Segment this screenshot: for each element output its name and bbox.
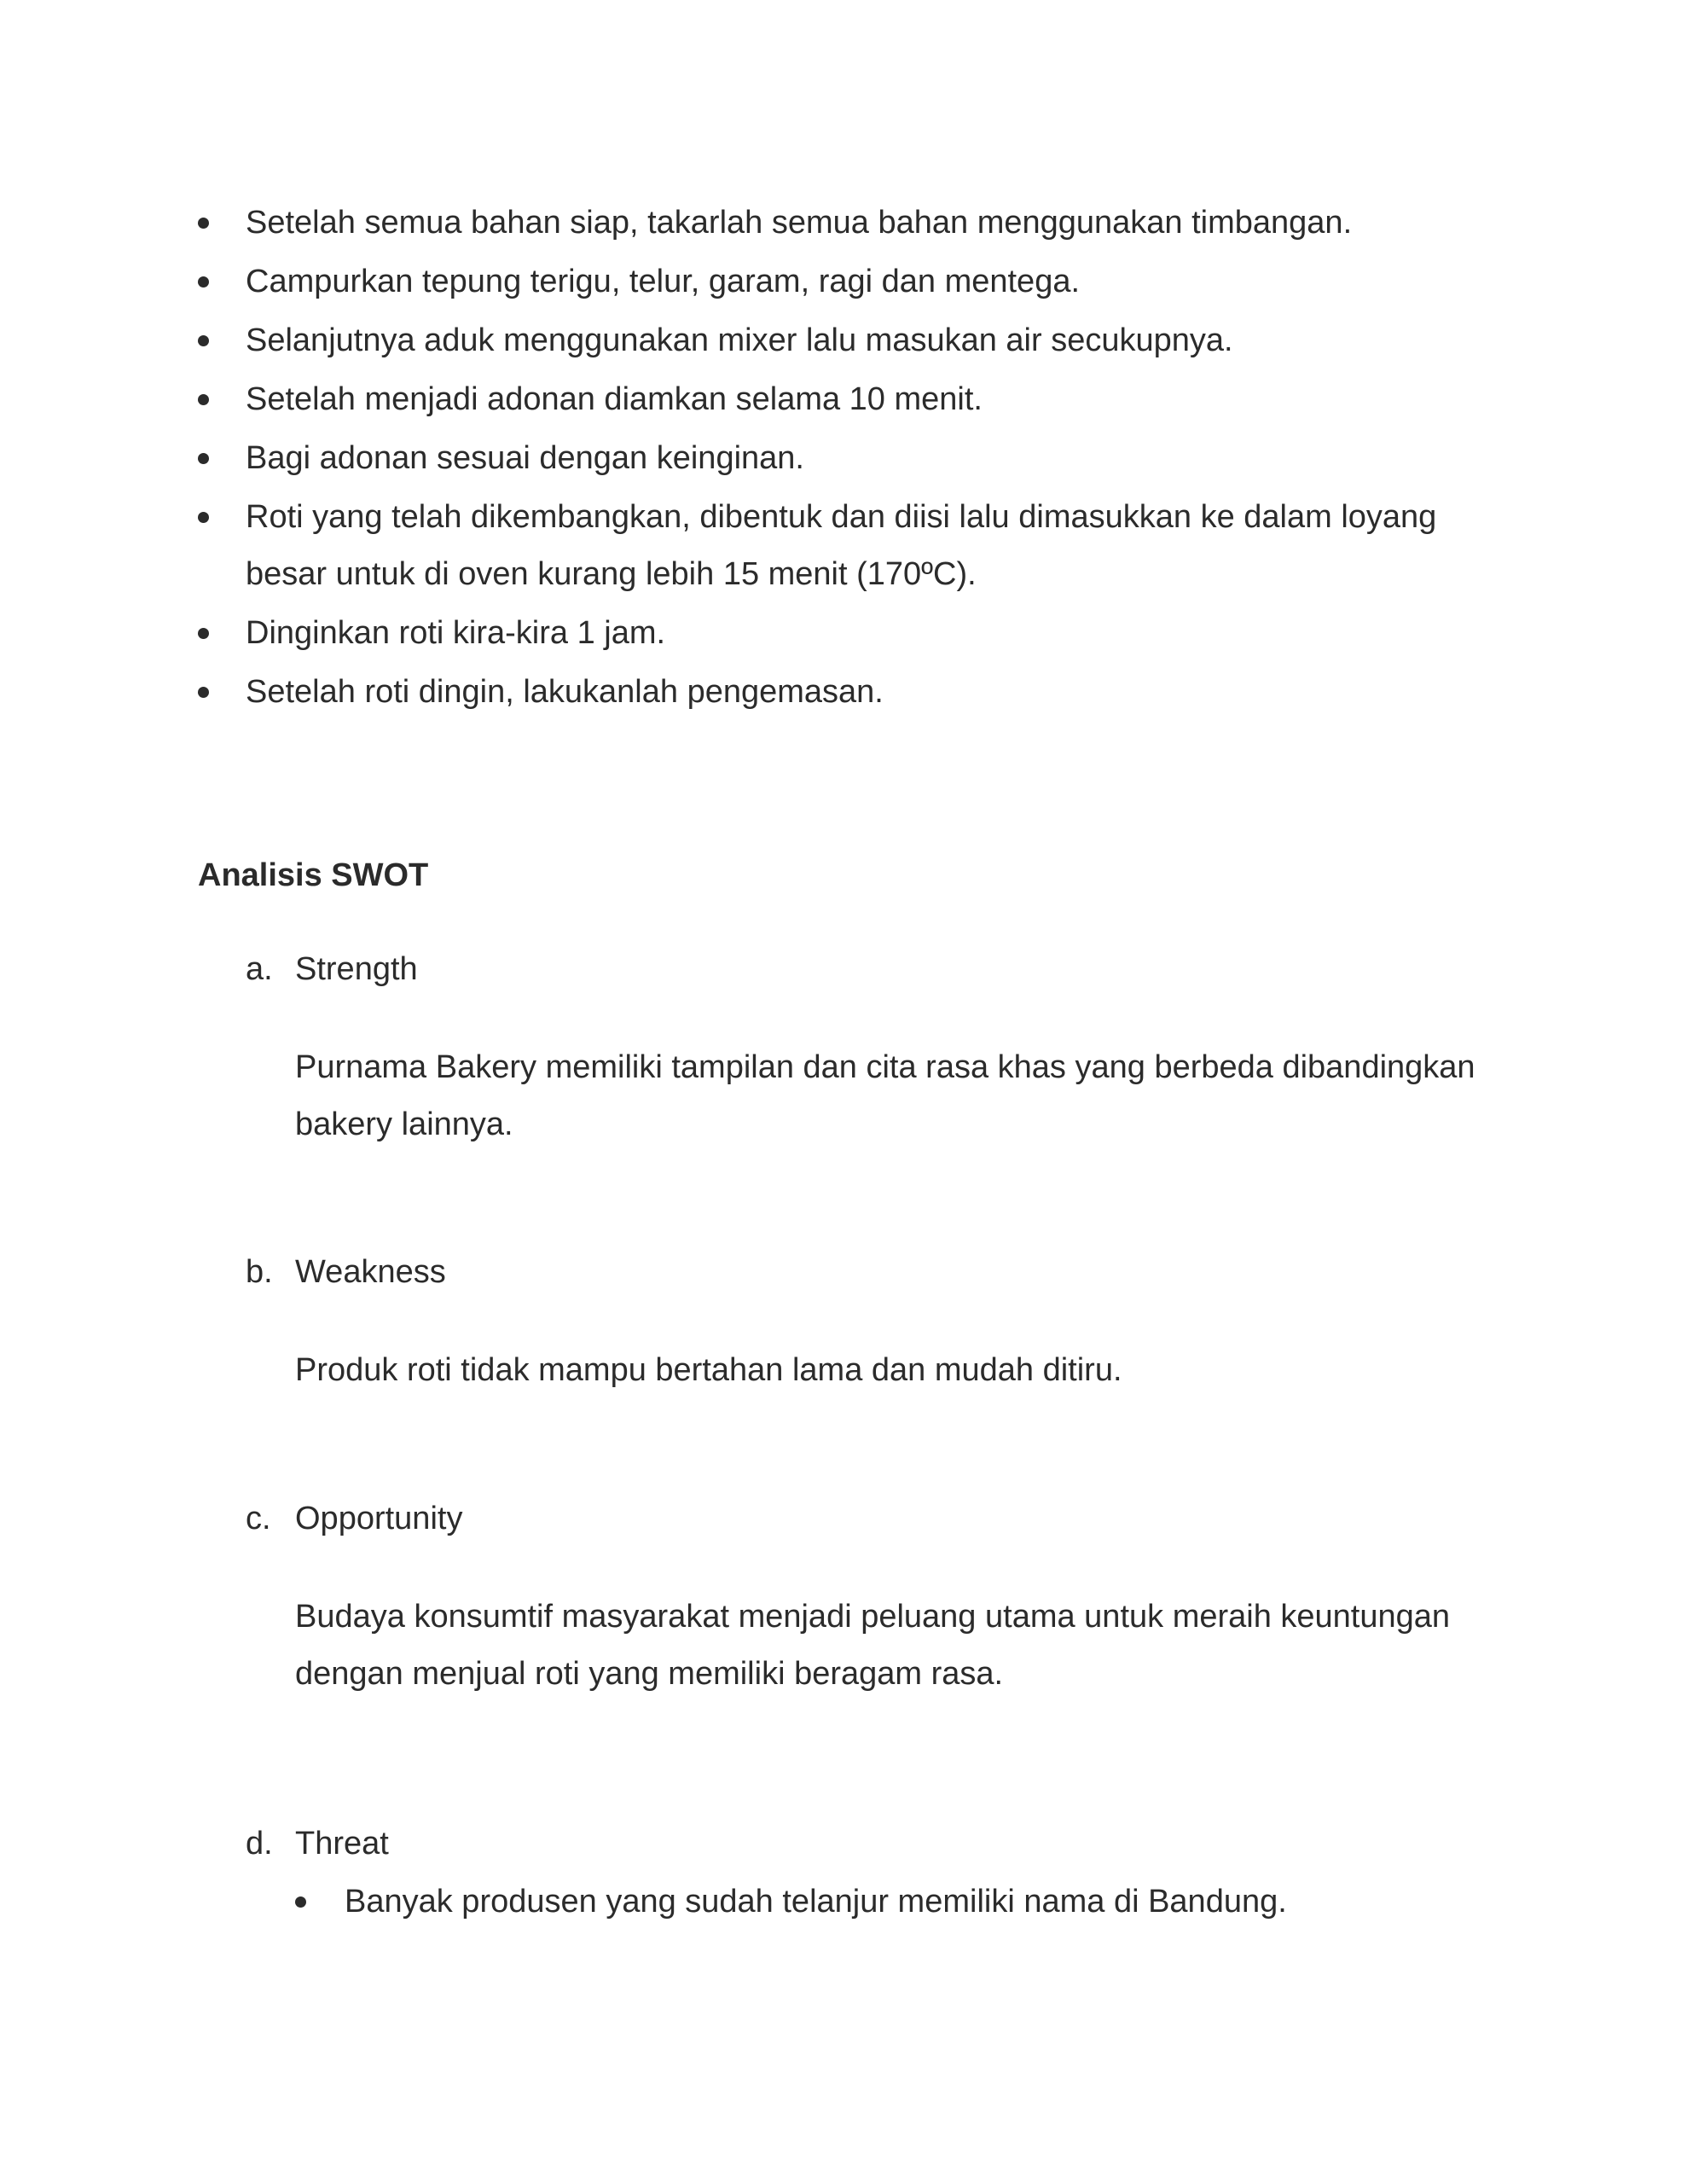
swot-description: Produk roti tidak mampu bertahan lama dan mudah ditiru. xyxy=(295,1352,1122,1388)
bullet-icon xyxy=(198,687,209,698)
list-item: Campurkan tepung terigu, telur, garam, ragi dan mentega. xyxy=(198,253,1503,311)
swot-label-text: Strength xyxy=(295,951,418,987)
swot-weakness xyxy=(246,1248,1508,1399)
list-item: Setelah semua bahan siap, takarlah semua bahan menggunakan timbangan. xyxy=(198,195,1503,252)
swot-strength xyxy=(246,945,1508,1153)
swot-heading: Analisis SWOT xyxy=(198,857,429,893)
swot-threat xyxy=(246,1820,1508,1926)
list-marker: c. xyxy=(246,1501,271,1536)
swot-description: Purnama Bakery memiliki tampilan dan cita rasa khas yang berbeda dibandingkan bakery lainnya. xyxy=(295,1049,1475,1142)
process-steps-list xyxy=(198,195,1503,723)
list-item: Bagi adonan sesuai dengan keinginan. xyxy=(198,430,1503,487)
swot-label-text: Opportunity xyxy=(295,1501,463,1536)
bullet-icon xyxy=(295,1896,306,1908)
list-item: Setelah menjadi adonan diamkan selama 10 menit. xyxy=(198,371,1503,428)
bullet-icon xyxy=(198,276,209,288)
bullet-icon xyxy=(198,394,209,405)
swot-label-text: Weakness xyxy=(295,1254,446,1290)
threat-list xyxy=(295,1878,1508,1926)
list-item: Selanjutnya aduk menggunakan mixer lalu masukan air secukupnya. xyxy=(198,312,1503,369)
swot-description: Budaya konsumtif masyarakat menjadi peluang utama untuk meraih keuntungan dengan menjual roti yang memiliki beragam rasa. xyxy=(295,1599,1451,1692)
list-item: Dinginkan roti kira-kira 1 jam. xyxy=(198,605,1503,662)
list-marker: b. xyxy=(246,1254,273,1290)
swot-label xyxy=(246,1248,1508,1296)
list-marker: d. xyxy=(246,1826,273,1862)
list-item: Roti yang telah dikembangkan, dibentuk dan diisi lalu dimasukkan ke dalam loyang besar untuk di oven kurang lebih 15 menit (170ºC). xyxy=(198,489,1503,603)
swot-label xyxy=(246,1495,1508,1542)
bullet-icon xyxy=(198,453,209,464)
bullet-icon xyxy=(198,512,209,523)
bullet-icon xyxy=(198,335,209,346)
swot-opportunity xyxy=(246,1495,1508,1703)
swot-label-text: Threat xyxy=(295,1826,389,1862)
list-item: Setelah roti dingin, lakukanlah pengemasan. xyxy=(198,664,1503,721)
list-item: Banyak produsen yang sudah telanjur memiliki nama di Bandung. xyxy=(295,1878,1508,1926)
bullet-icon xyxy=(198,628,209,639)
list-marker: a. xyxy=(246,951,273,987)
swot-label xyxy=(246,945,1508,993)
bullet-icon xyxy=(198,218,209,229)
swot-label xyxy=(246,1820,1508,1867)
